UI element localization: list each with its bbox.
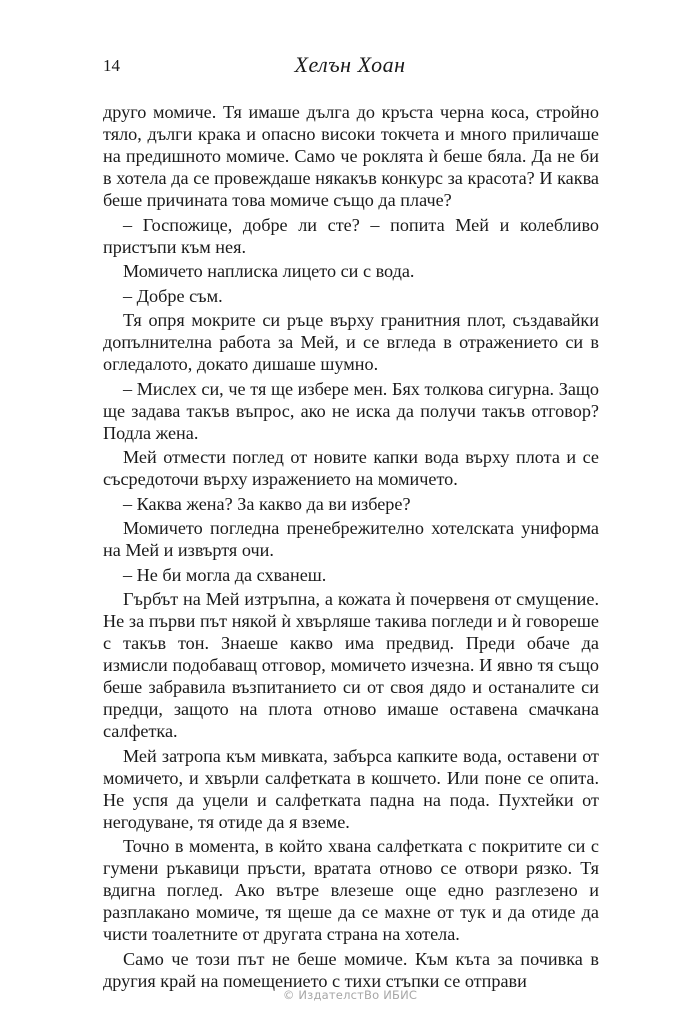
paragraph: – Добре съм. xyxy=(123,285,223,306)
paragraph: – Госпожице, добре ли сте? – попита Мей и колебливо пристъпи към нея. xyxy=(103,214,599,257)
page-number: 14 xyxy=(103,56,120,75)
paragraph: Тя опря мокрите си ръце върху гранитния плот, създавайки допълнителна работа за Мей, и се вгледа в отражението си в огледалото, докато дишаше шумно. xyxy=(103,310,599,374)
paragraph: Гърбът на Мей изтръпна, а кожата ѝ почервеня от смущение. Не за първи път някой ѝ хвърляше такива погледи и ѝ говореше с такъв тон. Знаеше какво има предвид. Преди обаче да измисли подобаващ отговор, момичето изчезна. И явно тя също беше забравила възпитанието си от своя дядо и останалите си предци, защото на плота отново имаше оставена смачкана салфетка. xyxy=(103,589,599,741)
running-head-author: Хелън Хоан xyxy=(294,52,406,77)
paragraph: Само че този път не беше момиче. Към къта за почивка в другия край на помещението с тихи стъпки се отправи xyxy=(103,948,599,991)
paragraph: Момичето наплиска лицето си с вода. xyxy=(123,261,415,281)
paragraph: Мей отмести поглед от новите капки вода върху плота и се съсредоточи върху изражението на момичето. xyxy=(103,447,599,489)
paragraph: друго момиче. Тя имаше дълга до кръста черна коса, стройно тяло, дълги крака и опасно високи токчета и много приличаше на предишното момиче. Само че роклята ѝ беше бяла. Да не би в хотела да се провеждаше някакъв конкурс за красота? И каква беше причината това момиче също да плаче? xyxy=(103,102,599,210)
paragraph: Момичето погледна пренебрежително хотелската униформа на Мей и извъртя очи. xyxy=(103,518,599,560)
paragraph: Точно в момента, в който хвана салфетката с покритите си с гумени ръкавици пръсти, вратата отново се отвори рязко. Тя вдигна поглед. Ако вътре влезеше още едно разглезено и разплакано момиче, тя щеше да се махне от тук и да отиде да чисти тоалетните от другата страна на хотела. xyxy=(103,836,599,944)
publisher-footer: © ИздателстВо ИБИС xyxy=(282,988,418,1002)
paragraph: – Не би могла да схванеш. xyxy=(123,564,327,585)
paragraph: Мей затропа към мивката, забърса капките вода, оставени от момичето, и хвърли салфетката в кошчето. Или поне се опита. Не успя да уцели и салфетката падна на пода. Пухтейки от негодуване, тя отиде да я вземе. xyxy=(103,745,599,832)
body-text xyxy=(103,101,599,994)
paragraph: – Каква жена? За какво да ви избере? xyxy=(123,493,411,514)
paragraph: – Мислех си, че тя ще избере мен. Бях толкова сигурна. Защо ще задава такъв въпрос, ако не иска да получи такъв отговор? Подла жена. xyxy=(103,378,599,443)
